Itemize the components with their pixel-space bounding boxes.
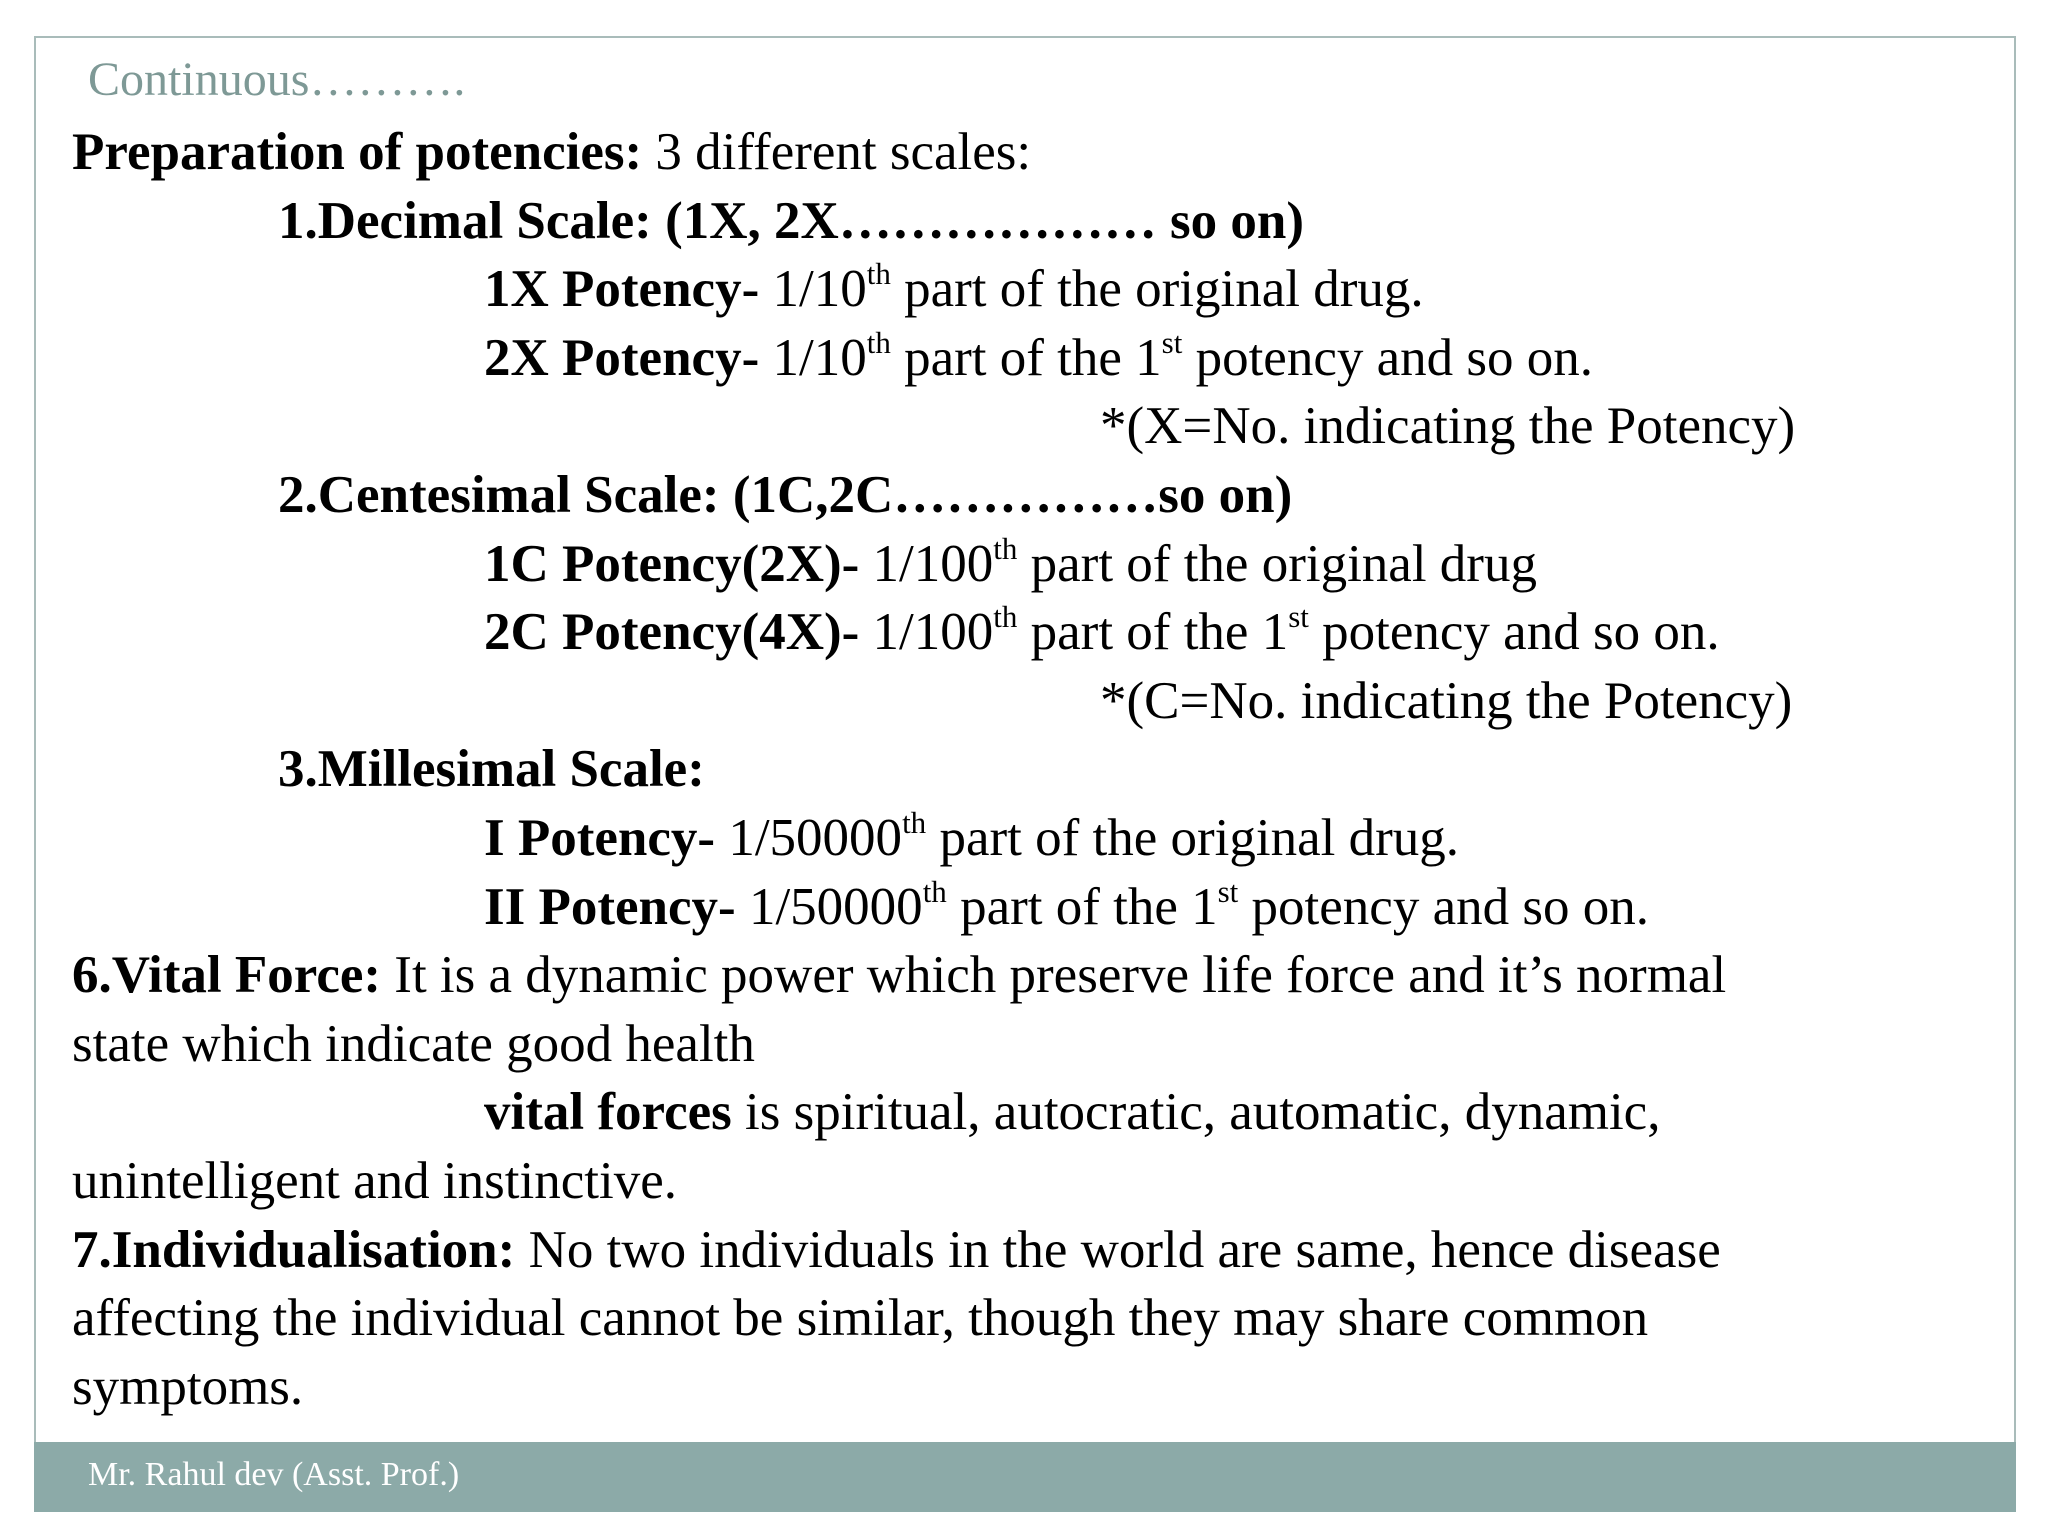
millesimal-heading: 3.Millesimal Scale: bbox=[278, 740, 705, 799]
centesimal-potency-2: 2C Potency(4X)- 1/100th part of the 1st potency and so on. bbox=[484, 599, 1720, 662]
individualisation-line-2: affecting the individual cannot be similar, though they may share common bbox=[72, 1289, 1649, 1348]
decimal-potency-2: 2X Potency- 1/10th part of the 1st potency and so on. bbox=[484, 324, 1594, 387]
vital-force-line-3: vital forces is spiritual, autocratic, automatic, dynamic, bbox=[484, 1083, 1661, 1142]
millesimal-potency-1: I Potency- 1/50000th part of the original drug. bbox=[484, 804, 1459, 867]
decimal-note: *(X=No. indicating the Potency) bbox=[1100, 397, 1796, 456]
individualisation-heading: 7.Individualisation: bbox=[72, 1220, 516, 1279]
prep-line bbox=[72, 118, 1972, 187]
vital-force-line-1: 6.Vital Force: It is a dynamic power which preserve life force and it’s normal bbox=[72, 946, 1727, 1005]
prep-heading: Preparation of potencies: bbox=[72, 123, 643, 181]
footer-bar bbox=[34, 1442, 2016, 1512]
slide-subtitle: Continuous………. bbox=[88, 53, 466, 106]
decimal-heading: 1.Decimal Scale: (1X, 2X……………… so on) bbox=[278, 191, 1305, 250]
vital-force-line-4: unintelligent and instinctive. bbox=[72, 1151, 677, 1210]
decimal-potency-1: 1X Potency- 1/10th part of the original drug. bbox=[484, 256, 1424, 319]
vital-force-line-2: state which indicate good health bbox=[72, 1014, 755, 1073]
centesimal-note: *(C=No. indicating the Potency) bbox=[1100, 671, 1793, 730]
prep-text: 3 different scales: bbox=[642, 123, 1032, 181]
centesimal-heading: 2.Centesimal Scale: (1C,2C……………so on) bbox=[278, 465, 1293, 524]
centesimal-potency-1: 1C Potency(2X)- 1/100th part of the original drug bbox=[484, 530, 1537, 593]
vital-force-heading: 6.Vital Force: bbox=[72, 946, 382, 1005]
individualisation-line-1: 7.Individualisation: No two individuals in the world are same, hence disease bbox=[72, 1220, 1721, 1279]
footer-author: Mr. Rahul dev (Asst. Prof.) bbox=[88, 1456, 460, 1493]
millesimal-potency-2: II Potency- 1/50000th part of the 1st potency and so on. bbox=[484, 873, 1649, 936]
slide-body bbox=[72, 118, 1972, 1421]
individualisation-line-3: symptoms. bbox=[72, 1357, 304, 1416]
